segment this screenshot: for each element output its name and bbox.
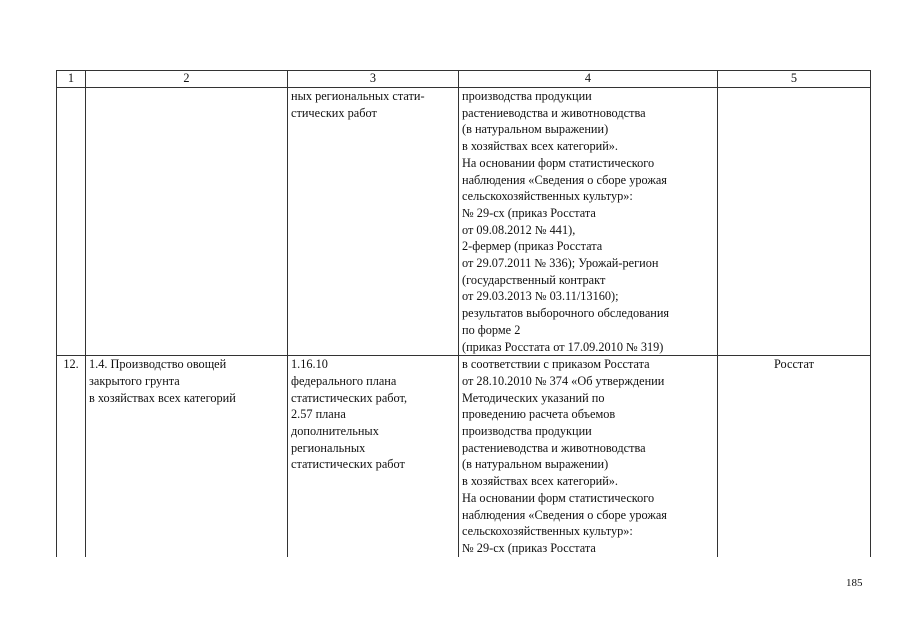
cell-line: Методических указаний по [462,390,605,405]
row-number [57,88,86,356]
statistics-table [56,70,871,557]
cell-line: растениеводства и животноводства [462,440,646,455]
cell-line: 1.16.10 [291,357,328,372]
plan-item-cell [288,88,459,356]
cell-line: сельскохозяйственных культур»: [462,189,633,204]
cell-line: 2-фермер (приказ Росстата [462,239,603,254]
cell-line: от 29.03.2013 № 03.11/13160); [462,289,619,304]
cell-line: На основании форм статистического [462,490,655,505]
responsible-agency-cell [718,88,871,356]
table-row [57,356,871,557]
cell-line: от 29.07.2011 № 336); Урожай-регион [462,256,659,271]
cell-line: наблюдения «Сведения о сборе урожая [462,172,667,187]
header-cell: 5 [718,71,871,88]
cell-line: в хозяйствах всех категорий». [462,139,618,154]
cell-line: № 29-сх (приказ Росстата [462,205,596,220]
cell-line: статистических работ, [291,390,408,405]
header-cell: 1 [57,71,86,88]
cell-line: (приказ Росстата от 17.09.2010 № 319) [462,339,664,354]
cell-line: (в натуральном выражении) [462,457,609,472]
cell-line: 1.4. Производство овощей [89,357,227,372]
cell-line: № 29-сх (приказ Росстата [462,540,596,555]
row-number: 12. [57,356,86,557]
header-cell: 2 [86,71,288,88]
cell-line: региональных [291,440,366,455]
cell-line: (государственный контракт [462,272,606,287]
indicator-cell [86,356,288,557]
cell-line: федерального плана [291,373,397,388]
table-header-row [57,71,871,88]
cell-line: производства продукции [462,89,592,103]
cell-line: дополнительных [291,424,379,439]
cell-line: наблюдения «Сведения о сборе урожая [462,507,667,522]
plan-item-cell [288,356,459,557]
cell-line: проведению расчета объемов [462,407,616,422]
cell-line: На основании форм статистического [462,155,655,170]
header-cell: 3 [288,71,459,88]
cell-line: в соответствии с приказом Росстата [462,357,650,372]
cell-line: от 09.08.2012 № 441), [462,222,576,237]
cell-line: сельскохозяйственных культур»: [462,524,633,539]
header-cell: 4 [459,71,718,88]
cell-line: закрытого грунта [89,373,180,388]
cell-line: результатов выборочного обследования [462,306,670,321]
cell-line: по форме 2 [462,322,521,337]
cell-line: ных региональных стати- [291,89,425,103]
cell-line: в хозяйствах всех категорий». [462,474,618,489]
page-number: 185 [846,577,863,589]
indicator-cell [86,88,288,356]
table-row [57,88,871,356]
cell-line: стических работ [291,105,377,120]
cell-line: (в натуральном выражении) [462,122,609,137]
cell-line: растениеводства и животноводства [462,105,646,120]
methodology-cell [459,356,718,557]
cell-line: от 28.10.2010 № 374 «Об утверждении [462,373,665,388]
cell-line: производства продукции [462,424,592,439]
cell-line: статистических работ [291,457,405,472]
responsible-agency-cell: Росстат [718,356,871,557]
methodology-cell [459,88,718,356]
cell-line: 2.57 плана [291,407,346,422]
cell-line: в хозяйствах всех категорий [89,390,236,405]
